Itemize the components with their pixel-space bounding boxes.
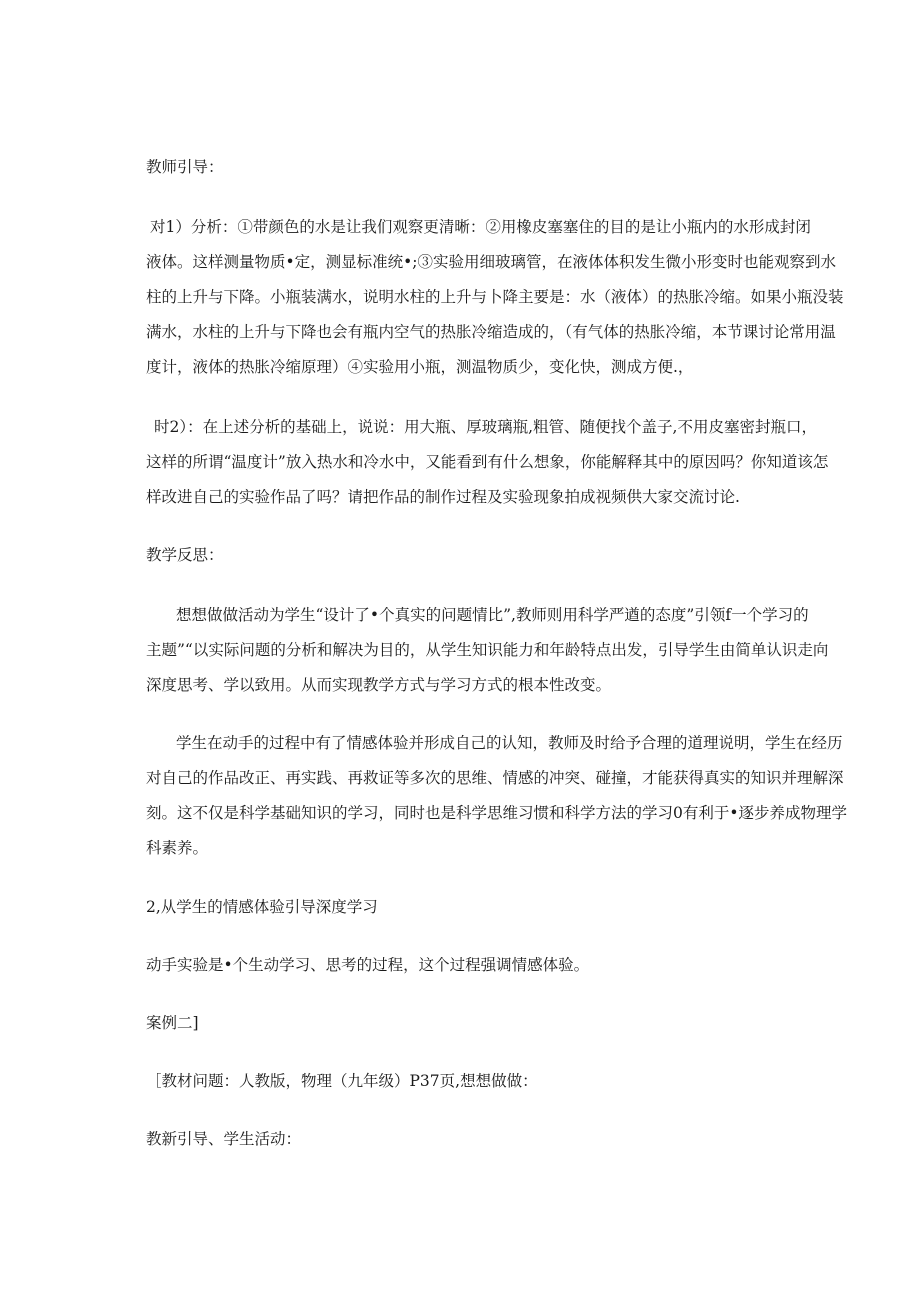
- paragraph-line: 主题”“以实际问题的分析和解决为目的，从学生知识能力和年龄特点出发，引导学生由简单认识走向: [146, 641, 829, 659]
- paragraph-line: 柱的上升与下降。小瓶装满水，说明水柱的上升与卜降主要是：水（液体）的热胀冷缩。如果小瓶没装: [146, 288, 844, 306]
- paragraph-line: 液体。这样测量物质•定，测显标准统•;③实验用细玻璃管，在液体体积发生微小形变时也能观察到水: [146, 253, 837, 271]
- paragraph-analysis-1: [146, 210, 844, 385]
- paragraph-line: 学生在动手的过程中有了情感体验并形成自己的认知，教师及时给予合理的道理说明，学生在经历: [176, 734, 843, 752]
- paragraph-line: 时2）：在上述分析的基础上，说说：用大瓶、厚玻璃瓶,粗管、随便找个盖子,不用皮塞密封瓶口，: [154, 418, 817, 436]
- paragraph-line: 这样的所谓“温度计”放入热水和冷水中，又能看到有什么想象，你能解释其中的原因吗？你知道该怎: [146, 453, 829, 471]
- textbook-problem: ［教材问题：人教版，物理（九年级）P37页,想想做做：: [146, 1072, 538, 1090]
- paragraph-hands-on: 动手实验是•个生动学习、思考的过程，这个过程强调情感体验。: [146, 956, 590, 974]
- section-heading-2: 2,从学生的情感体验引导深度学习: [146, 898, 378, 916]
- paragraph-reflection-1: [146, 598, 829, 703]
- case-two-label: 案例二]: [146, 1014, 199, 1032]
- paragraph-line: 深度思考、学以致用。从而实现教学方式与学习方式的根本性改变。: [146, 676, 612, 694]
- paragraph-line: 满水，水柱的上升与下降也会有瓶内空气的热胀冷缩造成的，（有气体的热胀冷缩，本节课讨论常用温: [146, 323, 836, 341]
- paragraph-analysis-2: [146, 410, 829, 515]
- paragraph-line: 度计，液体的热胀冷缩原理）④实验用小瓶，测温物质少，变化快，测成方便.，: [146, 358, 694, 376]
- teacher-student-activity: 教新引导、学生活动：: [146, 1130, 302, 1148]
- paragraph-line: 样改进自己的实验作品了吗？请把作品的制作过程及实验现象拍成视频供大家交流讨论.: [146, 488, 740, 506]
- paragraph-reflection-2: [146, 726, 848, 866]
- paragraph-line: 对1）分析：①带颜色的水是让我们观察更清晰：②用橡皮塞塞住的目的是让小瓶内的水形成封闭: [150, 218, 811, 236]
- paragraph-line: 刻。这不仅是科学基础知识的学习，同时也是科学思维习惯和科学方法的学习0有利于•逐步养成物理学: [146, 804, 848, 822]
- paragraph-line: 对自己的作品改正、再实践、再救证等多次的思维、情感的冲突、碰撞，才能获得真实的知识并理解深: [146, 769, 844, 787]
- paragraph-line: 科素养。: [146, 839, 209, 857]
- paragraph-line: 想想做做活动为学生“设计了•个真实的问题情比”,教师则用科学严遒的态度”引领f一个学习的: [176, 606, 809, 624]
- heading-teaching-reflection: 教学反思：: [146, 546, 224, 564]
- heading-teacher-guide: 教师引导：: [146, 158, 224, 176]
